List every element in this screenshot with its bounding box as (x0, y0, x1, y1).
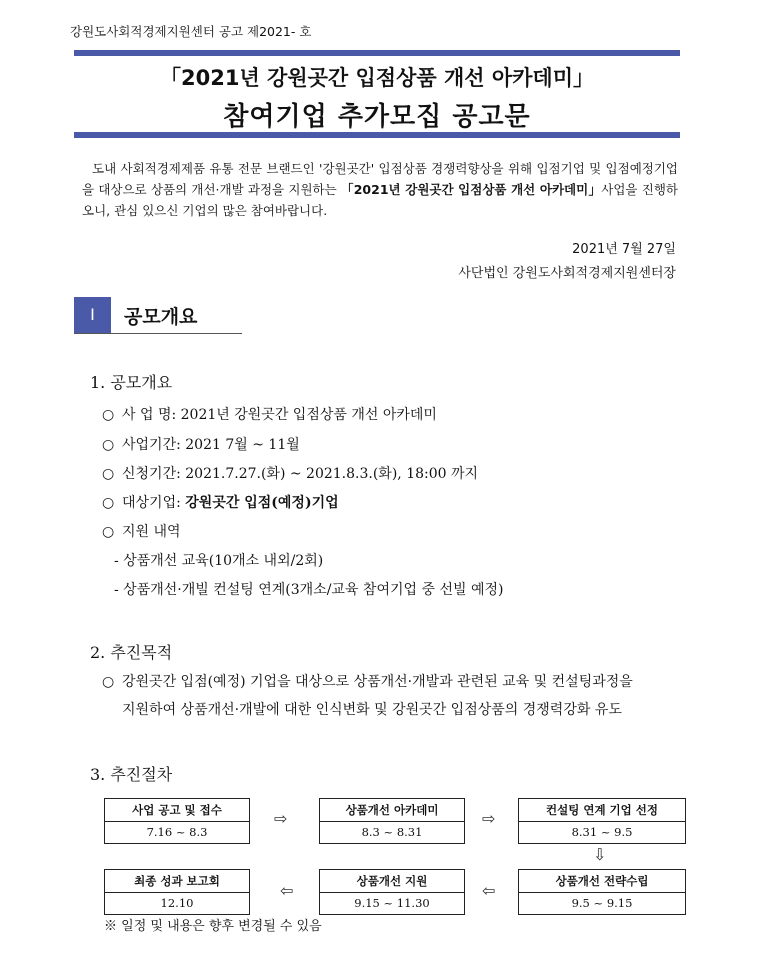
arrow-right-icon: ⇨ (274, 809, 288, 828)
announcement-date: 2021년 7월 27일 (572, 242, 676, 257)
section-header (74, 297, 242, 334)
procedure-heading: 3. 추진절차 (90, 765, 173, 784)
bullet-icon: ○ (102, 407, 115, 423)
item-label: 지원 내역 (122, 524, 181, 540)
step-date: 9.15 ~ 11.30 (354, 896, 430, 910)
title-bottom-bar (74, 132, 680, 138)
arrow-left-icon: ⇦ (280, 881, 294, 900)
arrow-right-icon: ⇨ (482, 809, 496, 828)
step-title: 컨설팅 연계 기업 선정 (519, 799, 685, 822)
bullet-icon: ○ (102, 495, 115, 511)
purpose-heading: 2. 추진목적 (90, 643, 173, 662)
overview-item (102, 463, 478, 483)
item-label: 사업기간: (122, 437, 186, 453)
intro-paragraph (82, 158, 678, 221)
step-date: 9.5 ~ 9.15 (571, 896, 633, 910)
procedure-step-1 (104, 798, 250, 844)
title-line-1: 「2021년 강원곳간 입점상품 개선 아카데미」 (160, 66, 594, 90)
overview-item (102, 521, 181, 541)
intro-text-2: 사업을 진행하오니, 관심 있으신 기업의 많은 참여바랍니다. (82, 182, 678, 218)
overview-item (102, 434, 300, 454)
item-value: 2021년 강원곳간 입점상품 개선 아카데미 (180, 407, 437, 423)
step-title: 최종 성과 보고회 (105, 870, 249, 893)
intro-text-1: 도내 사회적경제제품 유통 전문 브랜드인 '강원곳간' 입점상품 경쟁력향상을 위해 입점기업 및 입점예정기업을 대상으로 상품의 개선·개발 과정을 지원하는 (82, 161, 678, 197)
title-line-2: 참여기업 추가모집 공고문 (223, 102, 531, 132)
section-title: 공모개요 (124, 306, 198, 328)
bullet-icon: ○ (102, 674, 115, 690)
step-title: 사업 공고 및 접수 (105, 799, 249, 822)
purpose-line-2: 지원하여 상품개선·개발에 대한 인식변화 및 강원곳간 입점상품의 경쟁력강화 유도 (122, 702, 622, 718)
bullet-icon: ○ (102, 466, 115, 482)
step-date: 8.31 ~ 9.5 (571, 825, 633, 839)
arrow-down-icon: ⇩ (593, 845, 607, 864)
item-label: 사 업 명: (122, 407, 181, 423)
item-value: 강원곳간 입점(예정)기업 (185, 495, 339, 511)
step-date: 7.16 ~ 8.3 (146, 825, 208, 839)
issuing-organization: 사단법인 강원도사회적경제지원센터장 (458, 266, 676, 281)
step-title: 상품개선 아카데미 (320, 799, 464, 822)
bullet-icon: ○ (102, 524, 115, 540)
item-label: 신청기간: (122, 466, 186, 482)
step-title: 상품개선 지원 (320, 870, 464, 893)
step-title: 상품개선 전략수립 (519, 870, 685, 893)
procedure-step-3 (518, 798, 686, 844)
arrow-left-icon: ⇦ (482, 881, 496, 900)
overview-item (102, 492, 339, 512)
overview-heading: 1. 공모개요 (90, 373, 173, 392)
title-top-bar (74, 50, 680, 56)
intro-program-name: 「2021년 강원곳간 입점상품 개선 아카데미」 (340, 182, 602, 197)
procedure-step-4 (518, 869, 686, 915)
purpose-text (102, 668, 692, 724)
overview-item (102, 404, 437, 424)
procedure-step-6 (104, 869, 250, 915)
bullet-icon: ○ (102, 437, 115, 453)
support-sub-item: - 상품개선·개빌 컨설팅 연계(3개소/교육 참여기업 중 선빌 예정) (114, 582, 504, 598)
step-date: 8.3 ~ 8.31 (361, 825, 423, 839)
notice-number: 강원도사회적경제지원센터 공고 제2021- 호 (70, 24, 312, 39)
support-sub-item: - 상품개선 교육(10개소 내외/2회) (114, 553, 324, 569)
item-value: 2021.7.27.(화) ~ 2021.8.3.(화), 18:00 까지 (185, 466, 479, 482)
section-number: Ⅰ (74, 297, 111, 333)
procedure-step-2 (319, 798, 465, 844)
purpose-line-1: 강원곳간 입점(예정) 기업을 대상으로 상품개선·개발과 관련된 교육 및 컨설팅과정을 (122, 674, 633, 690)
item-value: 2021 7월 ~ 11월 (185, 437, 300, 453)
item-label: 대상기업: (122, 495, 186, 511)
step-date: 12.10 (160, 896, 194, 910)
footnote: ※ 일정 및 내용은 향후 변경될 수 있음 (104, 919, 322, 934)
procedure-step-5 (319, 869, 465, 915)
